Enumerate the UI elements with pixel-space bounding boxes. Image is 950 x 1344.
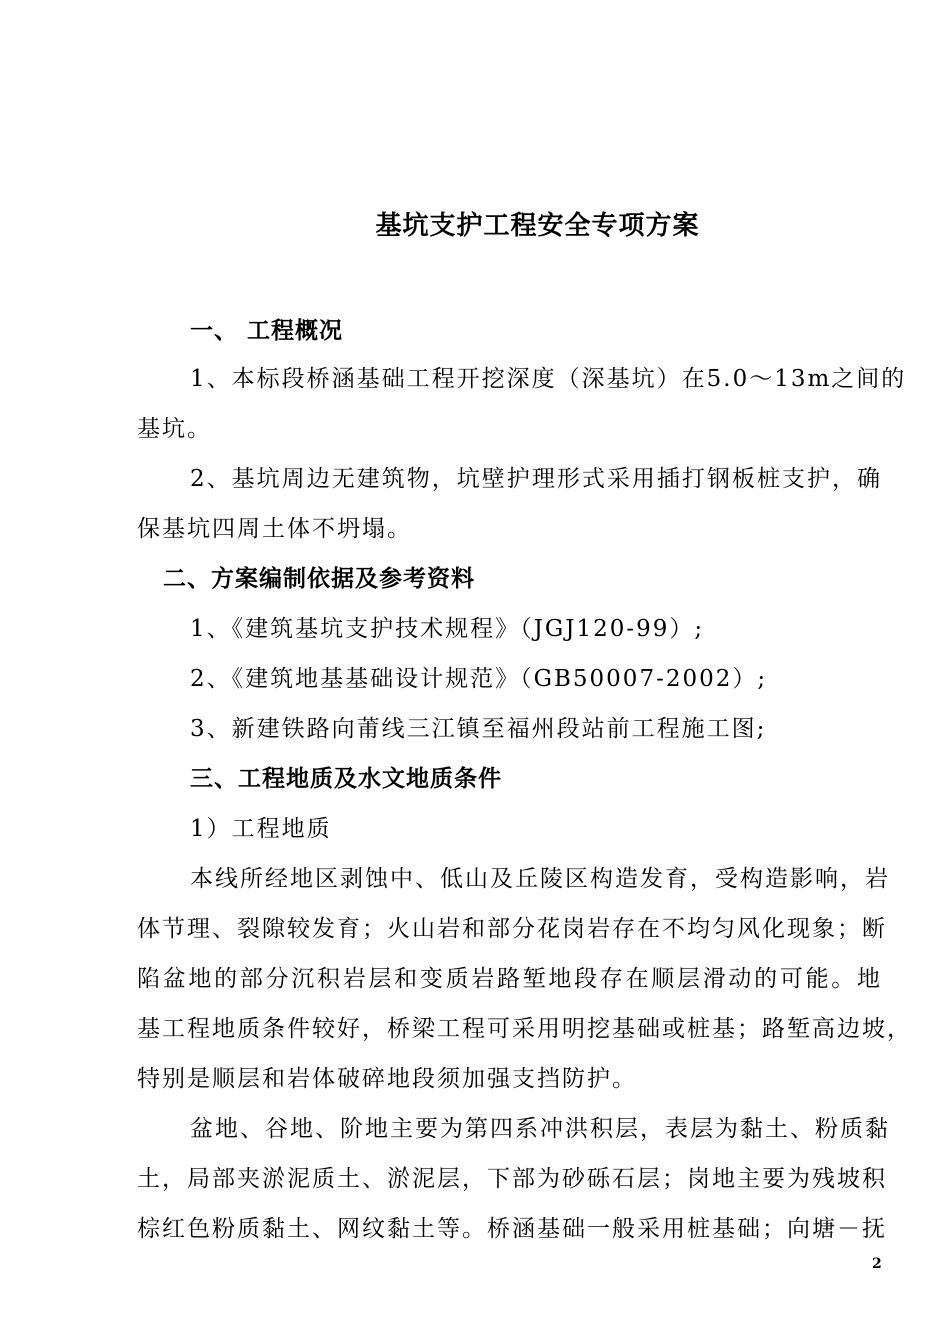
paragraph-line: 陷盆地的部分沉积岩层和变质岩路堑地段存在顺层滑动的可能。地 <box>137 966 882 992</box>
paragraph-line: 棕红色粉质黏土、网纹黏土等。桥涵基础一般采用桩基础；向塘－抚 <box>137 1216 887 1242</box>
section-heading-1: 一、 工程概况 <box>190 318 344 344</box>
paragraph-line: 1、本标段桥涵基础工程开挖深度（深基坑）在5.0～13m之间的 <box>190 366 907 392</box>
document-title: 基坑支护工程安全专项方案 <box>375 211 700 241</box>
paragraph-line: 基工程地质条件较好，桥梁工程可采用明挖基础或桩基；路堑高边坡， <box>137 1016 912 1042</box>
paragraph-line: 土，局部夹淤泥质土、淤泥层，下部为砂砾石层；岗地主要为残坡积 <box>137 1166 887 1192</box>
reference-item: 3、新建铁路向莆线三江镇至福州段站前工程施工图; <box>190 716 767 742</box>
section-heading-3: 三、工程地质及水文地质条件 <box>190 766 502 792</box>
paragraph-line: 基坑。 <box>137 416 212 442</box>
reference-item: 2、《建筑地基基础设计规范》（GB50007-2002）; <box>190 666 768 692</box>
paragraph-line: 2、基坑周边无建筑物，坑壁护理形式采用插打钢板桩支护，确 <box>190 466 882 492</box>
paragraph-line: 特别是顺层和岩体破碎地段须加强支挡防护。 <box>137 1066 637 1092</box>
subsection-heading: 1）工程地质 <box>190 816 332 842</box>
section-heading-2: 二、方案编制依据及参考资料 <box>163 566 475 592</box>
paragraph-line: 本线所经地区剥蚀中、低山及丘陵区构造发育，受构造影响，岩 <box>190 866 890 892</box>
paragraph-line: 保基坑四周土体不坍塌。 <box>137 516 412 542</box>
paragraph-line: 体节理、裂隙较发育；火山岩和部分花岗岩存在不均匀风化现象；断 <box>137 916 887 942</box>
reference-item: 1、《建筑基坑支护技术规程》（JGJ120-99）; <box>190 616 705 642</box>
paragraph-line: 盆地、谷地、阶地主要为第四系冲洪积层，表层为黏土、粉质黏 <box>190 1116 890 1142</box>
page-number: 2 <box>872 1256 882 1272</box>
